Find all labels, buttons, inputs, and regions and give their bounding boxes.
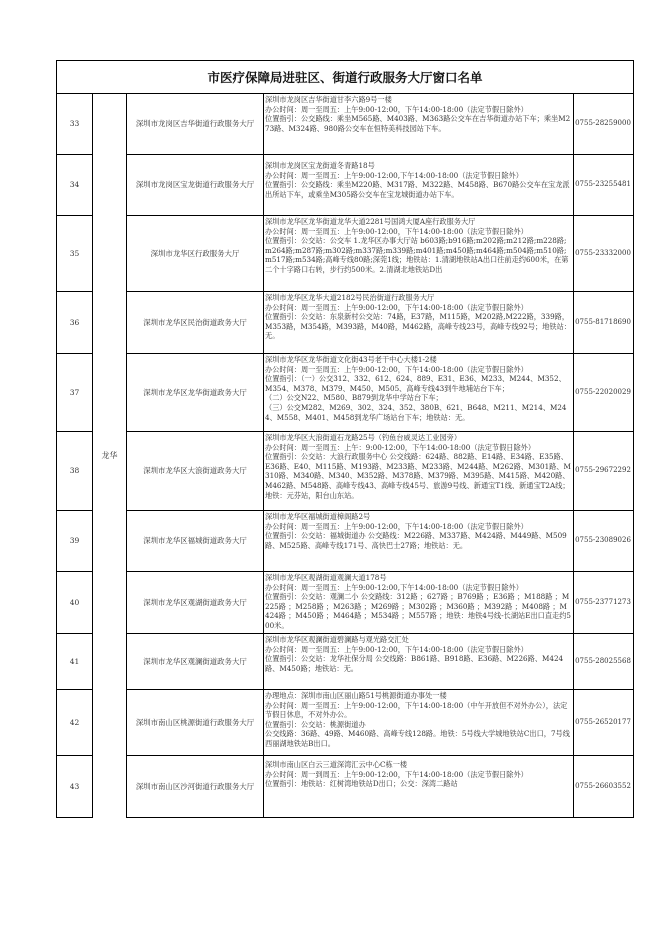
row-number: 36: [56, 291, 93, 353]
table-row: [56, 431, 634, 510]
office-name: 深圳市龙华区龙华街道政务大厅: [126, 353, 264, 431]
directions: 位置指引：公交站：公交车 1.龙华区办事大厅站 b603路;b916路;m202路;m212路;m228路;m264路;m287路;m302路;m337路;m339路;m401路;m450路;m464路;m504路;m510路;m517路;m534路;高峰专线80路;深莞1线；地铁站：1.清湖地铁站A出口往前走约600米，在第二个十字路口右转，步行约500米。2.清湖北地铁站D出: [265, 236, 569, 274]
row-number: 41: [56, 633, 93, 689]
office-info: [263, 633, 574, 689]
phone-number: 0755-23089026: [573, 510, 634, 571]
address: 深圳市龙华区龙华大道2182号民治街道行政服务大厅: [265, 293, 435, 302]
phone-number: 0755-23771273: [573, 571, 634, 633]
directions: 位置指引：公交路线：乘坐M220路、M317路、M322路、M458路、B670路公交车在宝龙派出所站下车，或乘坐M305路公交车在宝龙城街道办站下车。: [265, 180, 570, 199]
table-row: [56, 291, 634, 353]
row-number: 43: [56, 755, 93, 817]
row-number: 37: [56, 353, 93, 431]
phone-number: 0755-22020029: [573, 353, 634, 431]
row-number: 35: [56, 215, 93, 291]
office-info: [263, 431, 574, 510]
phone-number: 0755-26520177: [573, 689, 634, 755]
office-hours: 办公时间：周一到周五：上午9:00-12:00，下午14:00-18:00（法定节假日除外）: [265, 769, 528, 779]
office-hours: 办公时间：周一至周五：上午9:00-12:00，下午14:00-18:00（法定节假日除外）: [265, 302, 528, 312]
office-name: 深圳市龙岗区宝龙街道行政服务大厅: [126, 154, 264, 215]
document-title: 市医疗保障局进驻区、街道行政服务大厅窗口名单: [56, 60, 634, 93]
row-number: 33: [56, 93, 93, 154]
office-hours: 办公时间：周一至周五：上午：9:00-12:00，下午14:00-18:00（法定节假日除外）: [265, 442, 536, 452]
directions: 位置指引：公交路线：乘坐M565路、M403路、M363路公交车在吉华街道办站下车；乘坐M273路、M324路、980路公交车在恒特美科技园站下车。: [265, 114, 571, 133]
office-hours: 办公时间：周一至周五：上午9:00-12:00，下午14:00-18:00（法定节假日除外）: [265, 226, 528, 236]
table-row: [56, 353, 634, 431]
directions: 位置指引：公交站：大浪行政服务中心 公交线路：624路、882路、E14路、E34路、E35路、E36路、E40、M115路、M193路、M233路、M233路、M244路、M262路、M301路、M310路、M340路、M340、M352路、M378路、M379路、M395路、M415路、M420路、M462路、M548路、高峰专线43、高峰专线45号、旅游9号线、新通宝T1线、新通宝T2A线；地铁：元芬站，阳台山东站。: [265, 452, 571, 500]
phone-number: 0755-29672292: [573, 431, 634, 510]
phone-number: 0755-23332000: [573, 215, 634, 291]
address: 深圳市龙华区大浪街道石龙路25号（钓鱼台威灵达工业园旁）: [265, 433, 462, 442]
office-hours: 办公时间：周一至周五：上午9:00-12:00,下午14:00-18:00（法定节假日除外）: [265, 170, 523, 180]
row-number: 40: [56, 571, 93, 633]
phone-number: 0755-81718690: [573, 291, 634, 353]
row-number: 34: [56, 154, 93, 215]
office-info: [263, 571, 574, 633]
district-label: 龙华: [101, 450, 118, 460]
phone-number: 0755-26603552: [573, 755, 634, 817]
address: 深圳市龙华区龙华街道龙华大道2281号国鸿大厦A座行政服务大厅: [265, 217, 476, 226]
table-row: [56, 510, 634, 571]
office-name: 深圳市南山区桃源街道行政服务大厅: [126, 689, 264, 755]
row-number: 38: [56, 431, 93, 510]
office-name: 深圳市龙岗区吉华街道行政服务大厅: [126, 93, 264, 154]
office-name: 深圳市龙华区福城街道政务大厅: [126, 510, 264, 571]
address: 深圳市龙华区观湖街道观澜大道178号: [265, 573, 387, 582]
office-info: [263, 510, 574, 571]
office-hours: 办公时间：周一至周五：上午9:00-12:00，下午14:00-18:00（法定节假日除外）: [265, 521, 528, 531]
directions-2: 公交线路：36路、49路、M460路、高峰专线128路。地铁：5号线大学城地铁站C出口，7号线西丽湖地铁站B出口。: [265, 729, 570, 748]
directions: 位置指引：公交站：观澜二小 公交路线：312路 ；627路 ；B769路 ；E36路 ；M188路 ；M225路 ；M258路 ；M263路 ；M269路 ；M302路 ；M360路 ；M392路 ；M408路 ；M424路 ；M450路 ；M464路 ；M534路 ；M557路 ；地铁：地铁4号线-长湖站E出口直走约500米。: [265, 592, 571, 630]
address: 深圳市龙华区观澜街道碧澜路与观光路交汇处: [265, 635, 409, 644]
table-row: [56, 215, 634, 291]
office-name: 深圳市龙华区大浪街道政务大厅: [126, 431, 264, 510]
office-name: 深圳市龙华区观澜街道政务大厅: [126, 633, 264, 689]
office-hours: 办公时间：周一至周五：上午9:00-12:00,下午14:00-18:00（法定节假日除外）: [265, 582, 523, 592]
table-bottom-border: [56, 817, 93, 818]
table-row: [56, 633, 634, 689]
office-info: [263, 755, 574, 817]
directions: 位置指引：（一）公交312、332、612、624、889、E31、E36、M233、M244、M352、M354、M378、M379、M450、M505、高峰专线43到牛地埔站台下车；: [265, 374, 566, 393]
office-info: [263, 93, 574, 154]
phone-number: 0755-23255481: [573, 154, 634, 215]
table-row: [56, 689, 634, 755]
phone-number: 0755-28025568: [573, 633, 634, 689]
office-hours: 办公时间：周一至周五：上午9:00-12:00，下午14:00-18:00（中午开放但不对外办公），法定节假日休息，不对外办公。: [265, 700, 568, 720]
directions: 位置指引：地铁站：红树湾地铁站D出口；公交：深湾二路站: [265, 779, 458, 789]
office-name: 深圳市龙华区行政服务大厅: [126, 215, 264, 291]
office-hours: 办公时间：周一至周五：上午9:00-12:00，下午14:00-18:00（法定节假日除外）: [265, 104, 528, 114]
office-hours: 办公时间：周一至周五：上午9:00-12:00，下午14:00-18:00（法定节假日除外）: [265, 364, 528, 374]
office-name: 深圳市南山区沙河街道行政服务大厅: [126, 755, 264, 817]
phone-number: 0755-28259000: [573, 93, 634, 154]
office-info: [263, 291, 574, 353]
table-row: [56, 154, 634, 215]
table-bottom-border: [126, 817, 634, 818]
address: 深圳市龙岗区吉华街道甘李六路9号一楼: [265, 95, 392, 104]
directions-3: （三）公交M282、M269、302、324、352、380B、621、B648、M211、M214、M244、M558、M401、M458到龙华广场站台下车；地铁站：无。: [265, 402, 567, 422]
directions: 位置指引：公交站：龙华社保分局 公交线路：B861路、B918路、E36路、M226路、M424路、M450路；地铁站：无。: [265, 654, 564, 673]
office-info: [263, 353, 574, 431]
address: 深圳市龙岗区宝龙街道冬青路18号: [265, 161, 375, 170]
row-number: 42: [56, 689, 93, 755]
address: 深圳市南山区白云三道深湾汇云中心C栋一楼: [265, 760, 408, 769]
table-row: [56, 571, 634, 633]
directions: 位置指引：公交站：东泉新村公交站：74路，E37路，M115路，M202路,M222路，339路，M353路，M354路，M393路，M40路，M462路，高峰专线23号，高峰专线92号；地铁站：无。: [265, 312, 571, 341]
directions: 位置指引：公交站：桃源街道办: [265, 719, 366, 729]
office-name: 深圳市龙华区观湖街道政务大厅: [126, 571, 264, 633]
table-row: [56, 93, 634, 154]
address: 深圳市龙华区龙华街道文化街43号老干中心大楼1-2楼: [265, 355, 437, 364]
address: 办理地点：深圳市南山区丽山路51号桃源街道办事处一楼: [265, 691, 447, 700]
office-info: [263, 689, 574, 755]
office-hours: 办公时间：周一至周五：上午9:00-12:00，下午14:00-18:00（法定节假日除外）: [265, 644, 528, 654]
directions-2: （二）公交N22、M580、B879到龙华中学站台下车；: [265, 393, 443, 403]
address: 深圳市龙华区福城街道樟阁路2号: [265, 512, 371, 521]
row-number: 39: [56, 510, 93, 571]
district-cell: [93, 93, 127, 816]
office-info: [263, 154, 574, 215]
office-name: 深圳市龙华区民治街道政务大厅: [126, 291, 264, 353]
directions: 位置指引：公交站：福城街道办 公交路线：M226路、M337路、M424路、M449路、M509路、M525路、高峰专线171号、高快巴士27路；地铁站：无。: [265, 531, 567, 550]
office-info: [263, 215, 574, 291]
table-row: [56, 755, 634, 817]
